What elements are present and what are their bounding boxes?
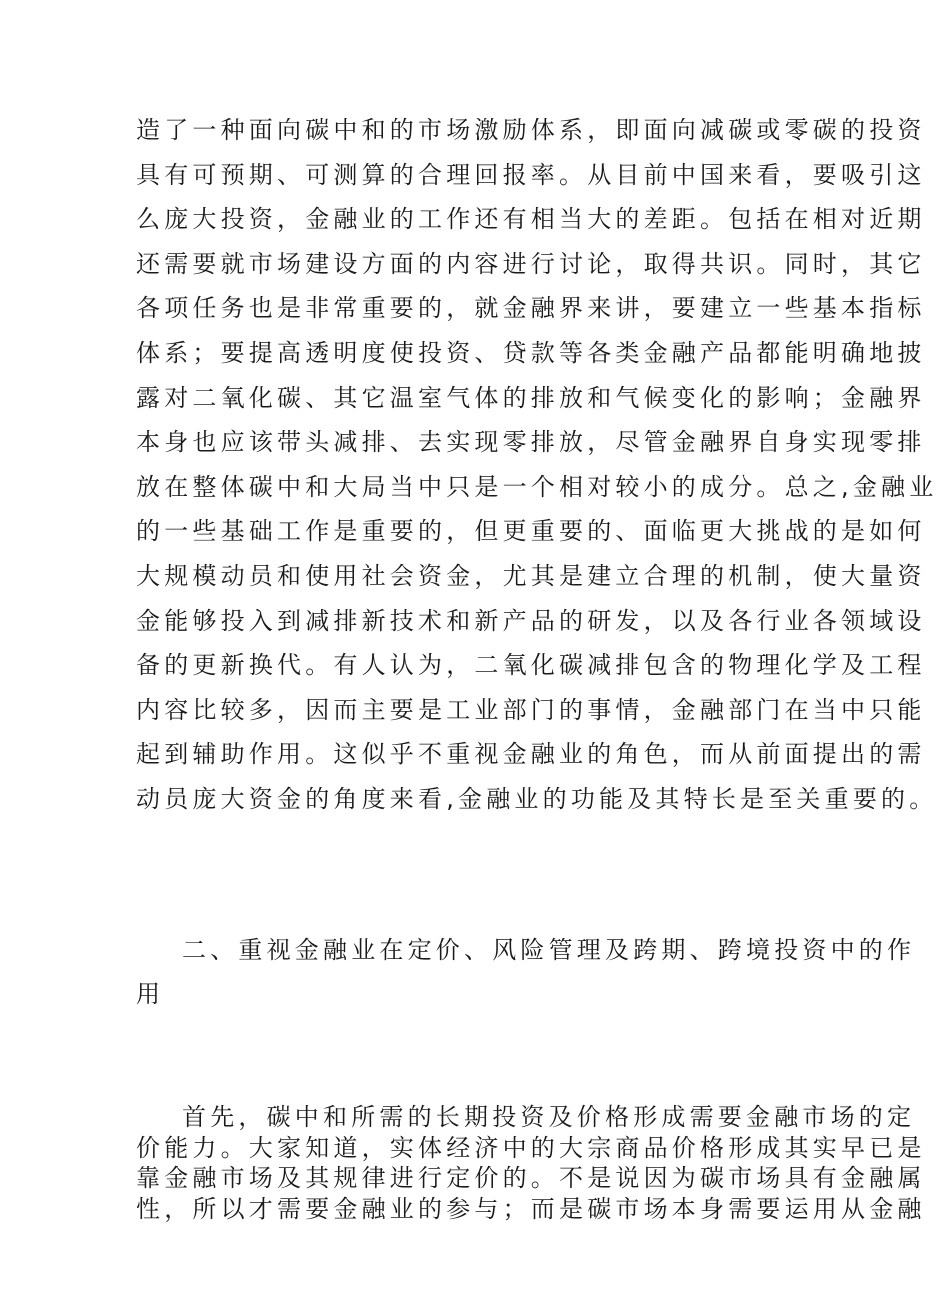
text-line: 具有可预期、可测算的合理回报率。从目前中国来看，要吸引这 bbox=[136, 160, 926, 189]
text-line: 备的更新换代。有人认为，二氧化碳减排包含的物理化学及工程 bbox=[136, 651, 926, 680]
text-line: 价能力。大家知道，实体经济中的大宗商品价格形成其实早已是 bbox=[136, 1133, 926, 1162]
text-line: 性，所以才需要金融业的参与；而是碳市场本身需要运用从金融 bbox=[136, 1194, 926, 1223]
text-line: 么庞大投资，金融业的工作还有相当大的差距。包括在相对近期 bbox=[136, 205, 926, 234]
paragraph-pricing-capability bbox=[136, 1102, 926, 1224]
text-line: 起到辅助作用。这似乎不重视金融业的角色，而从前面提出的需 bbox=[136, 740, 926, 769]
text-line: 的一些基础工作是重要的，但更重要的、面临更大挑战的是如何 bbox=[136, 517, 926, 546]
section-heading bbox=[136, 928, 916, 1016]
text-line: 动员庞大资金的角度来看,金融业的功能及其特长是至关重要的。 bbox=[136, 784, 937, 813]
text-line: 放在整体碳中和大局当中只是一个相对较小的成分。总之,金融业 bbox=[136, 472, 937, 501]
text-line: 内容比较多，因而主要是工业部门的事情，金融部门在当中只能 bbox=[136, 695, 926, 724]
text-line: 金能够投入到减排新技术和新产品的研发，以及各行业各领域设 bbox=[136, 606, 926, 635]
text-line: 靠金融市场及其规律进行定价的。不是说因为碳市场具有金融属 bbox=[136, 1164, 926, 1192]
text-line: 体系；要提高透明度使投资、贷款等各类金融产品都能明确地披 bbox=[136, 338, 926, 367]
text-line: 露对二氧化碳、其它温室气体的排放和气候变化的影响；金融界 bbox=[136, 383, 926, 412]
paragraph-carbon-neutral-finance bbox=[136, 108, 937, 822]
text-line: 本身也应该带头减排、去实现零排放，尽管金融界自身实现零排 bbox=[136, 428, 926, 457]
heading-line: 用 bbox=[136, 980, 165, 1008]
heading-line: 二、重视金融业在定价、风险管理及跨期、跨境投资中的作 bbox=[182, 936, 916, 964]
text-line: 还需要就市场建设方面的内容进行讨论，取得共识。同时，其它 bbox=[136, 249, 926, 278]
text-line: 首先，碳中和所需的长期投资及价格形成需要金融市场的定 bbox=[182, 1103, 916, 1131]
text-line: 各项任务也是非常重要的，就金融界来讲，要建立一些基本指标 bbox=[136, 294, 926, 323]
text-line: 造了一种面向碳中和的市场激励体系，即面向减碳或零碳的投资 bbox=[136, 116, 926, 144]
text-line: 大规模动员和使用社会资金，尤其是建立合理的机制，使大量资 bbox=[136, 561, 926, 590]
